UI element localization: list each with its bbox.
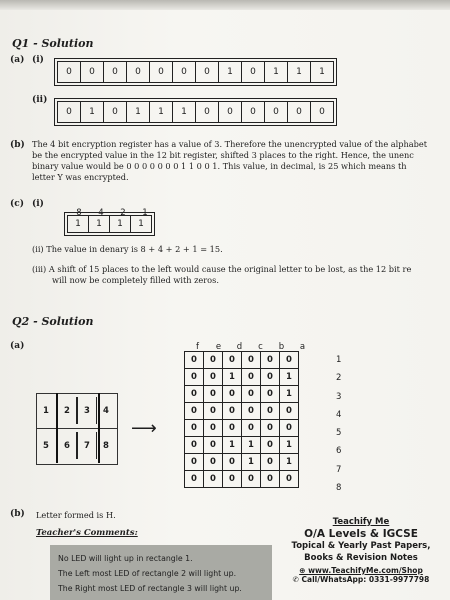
register-bit: 1 <box>81 102 104 123</box>
teachify-promo <box>276 517 446 584</box>
promo-brand: Teachify Me <box>332 517 390 527</box>
arrow-icon: ⟶ <box>131 418 157 439</box>
row-label: 6 <box>336 446 342 457</box>
weight-8: 8 <box>76 208 82 218</box>
led-cell: 1 <box>280 386 299 403</box>
rectangle-number: 5 <box>43 440 49 451</box>
led-cell: 0 <box>280 403 299 420</box>
q1-a-label: (a) <box>10 55 25 65</box>
led-cell: 0 <box>261 369 280 386</box>
q1-a-i-label: (i) <box>32 55 44 65</box>
register-bit: 0 <box>104 62 127 83</box>
register-bit: 1 <box>288 62 311 83</box>
register-bit: 0 <box>242 62 265 83</box>
column-header: c <box>258 342 263 352</box>
register-bit: 0 <box>311 102 334 123</box>
rectangles-diagram <box>36 393 118 465</box>
rectangle-number: 2 <box>57 397 77 424</box>
grid-row <box>185 403 299 420</box>
register-bit: 1 <box>311 62 334 83</box>
promo-line1: Topical & Yearly Past Papers, <box>291 541 431 551</box>
register-bit: 1 <box>173 102 196 123</box>
grid-row <box>185 369 299 386</box>
q1-b-line: be the encrypted value in the 12 bit register, shifted 3 places to the right. Hence, the unenc <box>32 150 414 160</box>
led-cell: 0 <box>223 420 242 437</box>
weight-4: 4 <box>98 208 104 218</box>
register-a-ii <box>54 98 337 126</box>
row-label: 4 <box>336 409 342 420</box>
row-label: 5 <box>336 428 342 439</box>
weight-1: 1 <box>142 208 148 218</box>
led-cell: 0 <box>185 386 204 403</box>
led-cell: 1 <box>280 437 299 454</box>
led-cell: 0 <box>223 454 242 471</box>
q1-b-text <box>32 139 450 183</box>
led-grid <box>184 351 299 488</box>
led-cell: 0 <box>280 420 299 437</box>
led-cell: 1 <box>280 369 299 386</box>
column-header: e <box>215 342 222 352</box>
comment-line: No LED will light up in rectangle 1. <box>58 554 193 563</box>
rectangle-number: 7 <box>77 432 97 459</box>
weight-2: 2 <box>120 208 126 218</box>
highlight-outline <box>56 393 100 463</box>
phone-icon: ✆ <box>292 575 299 584</box>
register-bit: 1 <box>110 216 131 233</box>
rectangle-number: 6 <box>57 432 77 459</box>
register-bit: 1 <box>68 216 89 233</box>
register-bit: 0 <box>219 102 242 123</box>
teacher-comments-box <box>50 545 272 600</box>
q1-c-ii: (ii) The value in denary is 8 + 4 + 2 + 1 = 15. <box>32 244 223 254</box>
led-cell: 0 <box>242 352 261 369</box>
led-cell: 0 <box>223 386 242 403</box>
register-bit: 1 <box>89 216 110 233</box>
register-bit: 1 <box>219 62 242 83</box>
register-bit: 1 <box>150 102 173 123</box>
led-cell: 0 <box>261 403 280 420</box>
q1-c-iii-line: will now be completely filled with zeros. <box>52 275 219 285</box>
register-bit: 0 <box>196 102 219 123</box>
led-cell: 0 <box>242 471 261 488</box>
led-cell: 0 <box>261 352 280 369</box>
grid-row <box>185 352 299 369</box>
promo-url[interactable] <box>276 566 446 575</box>
grid-row <box>185 386 299 403</box>
grid-row <box>185 420 299 437</box>
led-cell: 0 <box>204 386 223 403</box>
q1-b-line: The 4 bit encryption register has a value of 3. Therefore the unencrypted value of the alphabet <box>32 139 428 149</box>
register-bit: 0 <box>242 102 265 123</box>
led-cell: 0 <box>261 471 280 488</box>
register-bit: 1 <box>127 102 150 123</box>
led-cell: 0 <box>204 420 223 437</box>
row-label: 2 <box>336 373 342 384</box>
led-cell: 0 <box>185 369 204 386</box>
led-cell: 0 <box>280 471 299 488</box>
register-bit: 0 <box>58 62 81 83</box>
led-cell: 0 <box>242 420 261 437</box>
q1-c-iii-line: (iii) A shift of 15 places to the left would cause the original letter to be lost, as the 12 bit re <box>32 264 412 274</box>
register-bit: 0 <box>104 102 127 123</box>
register-bit: 0 <box>58 102 81 123</box>
q1-a-ii-label: (ii) <box>32 95 48 105</box>
comment-line: The Right most LED of rectangle 3 will light up. <box>58 584 242 593</box>
led-cell: 0 <box>261 386 280 403</box>
teacher-comments-title: Teacher's Comments: <box>36 528 138 538</box>
q1-c-label: (c) <box>10 199 24 209</box>
led-cell: 0 <box>223 403 242 420</box>
q2-heading: Q2 - Solution <box>12 315 94 328</box>
rectangle-number: 4 <box>103 405 109 416</box>
column-header: a <box>299 342 306 352</box>
q2-a-label: (a) <box>10 341 25 351</box>
register-c <box>64 212 155 236</box>
q1-c-i-label: (i) <box>32 199 44 209</box>
led-cell: 0 <box>261 420 280 437</box>
register-a-i <box>54 58 337 86</box>
q2-b-label: (b) <box>10 509 25 519</box>
led-cell: 0 <box>204 369 223 386</box>
register-bit: 1 <box>131 216 152 233</box>
led-cell: 0 <box>242 386 261 403</box>
register-bit: 1 <box>265 62 288 83</box>
register-bit: 0 <box>150 62 173 83</box>
q1-b-label: (b) <box>10 140 25 150</box>
rectangle-number: 1 <box>43 405 49 416</box>
register-bit: 0 <box>288 102 311 123</box>
led-cell: 0 <box>261 437 280 454</box>
q2-b-text: Letter formed is H. <box>36 510 116 520</box>
grid-row <box>185 471 299 488</box>
register-bit: 0 <box>173 62 196 83</box>
led-cell: 0 <box>242 403 261 420</box>
led-cell: 0 <box>185 403 204 420</box>
led-cell: 0 <box>223 471 242 488</box>
q1-c-iii <box>32 264 450 286</box>
promo-levels: O/A Levels & IGCSE <box>304 528 418 540</box>
column-header: d <box>236 342 243 352</box>
row-label: 7 <box>336 464 342 475</box>
grid-row <box>185 454 299 471</box>
led-cell: 0 <box>204 471 223 488</box>
grid-row-labels <box>336 351 341 497</box>
led-cell: 0 <box>185 454 204 471</box>
led-cell: 0 <box>280 352 299 369</box>
led-cell: 0 <box>185 437 204 454</box>
led-cell: 0 <box>223 352 242 369</box>
q1-b-line: binary value would be 0 0 0 0 0 0 0 1 1 0 0 1. This value, in decimal, is 25 which means th <box>32 161 407 171</box>
q1-heading: Q1 - Solution <box>12 37 94 50</box>
register-bit: 0 <box>196 62 219 83</box>
register-bit: 0 <box>127 62 150 83</box>
column-header: b <box>278 342 285 352</box>
led-cell: 0 <box>185 471 204 488</box>
led-cell: 0 <box>185 420 204 437</box>
led-cell: 0 <box>242 369 261 386</box>
row-label: 3 <box>336 391 342 402</box>
led-cell: 1 <box>223 369 242 386</box>
led-cell: 1 <box>242 454 261 471</box>
register-bit: 0 <box>265 102 288 123</box>
rectangle-number: 3 <box>77 397 97 424</box>
led-cell: 0 <box>204 352 223 369</box>
column-header: f <box>196 342 199 352</box>
promo-url-text[interactable]: www.TeachifyMe.com/Shop <box>308 566 423 575</box>
grid-row <box>185 437 299 454</box>
led-cell: 0 <box>204 454 223 471</box>
led-cell: 0 <box>204 403 223 420</box>
comment-line: The Left most LED of rectangle 2 will light up. <box>58 569 237 578</box>
led-cell: 1 <box>223 437 242 454</box>
led-cell: 0 <box>261 454 280 471</box>
row-label: 1 <box>336 355 342 365</box>
led-cell: 0 <box>204 437 223 454</box>
led-cell: 1 <box>280 454 299 471</box>
page-edge <box>0 0 450 10</box>
globe-icon: ⊕ <box>299 566 306 575</box>
row-label: 8 <box>336 483 342 494</box>
led-cell: 0 <box>185 352 204 369</box>
register-bit: 0 <box>81 62 104 83</box>
rectangle-number: 8 <box>103 440 109 451</box>
led-cell: 1 <box>242 437 261 454</box>
promo-phone-text: Call/WhatsApp: 0331-9977798 <box>301 575 430 584</box>
promo-line2: Books & Revision Notes <box>304 553 418 563</box>
promo-phone <box>276 575 446 584</box>
q1-b-line: letter Y was encrypted. <box>32 172 129 182</box>
